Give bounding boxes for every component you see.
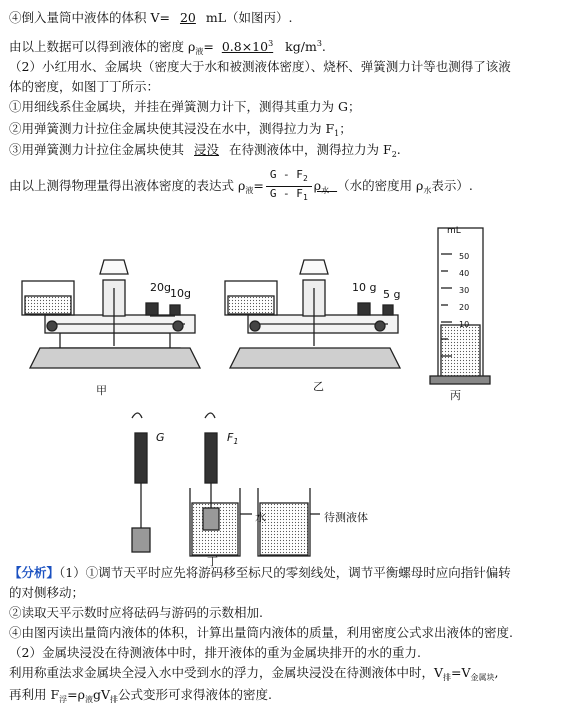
subscript: 液	[84, 695, 93, 704]
label-g: G	[156, 431, 165, 444]
line-step1: ①用细线系住金属块，并挂在弹簧测力计下，测得其重力为 G；	[9, 99, 361, 114]
tick-40: 40	[459, 269, 470, 278]
line-part2-cont: 体的密度，如图丁丁所示：	[9, 79, 160, 94]
label-water: 水	[255, 511, 266, 524]
text: ②用弹簧测力计拉住金属块使其浸没在水中，测得拉力为 F	[9, 121, 335, 136]
text: =ρ	[67, 687, 85, 702]
analysis-line-2: 的对侧移动；	[9, 585, 85, 600]
subscript: 1	[233, 437, 239, 446]
analysis-line-5: （2）金属块浸没在待测液体中时，排开液体的重为金属块排开的水的重力.	[9, 645, 421, 660]
figure-label-ding: 丁	[207, 555, 218, 568]
text: =V	[451, 665, 471, 680]
analysis-line-4: ④由图丙读出量筒内液体的体积，计算出量筒内液体的质量，利用密度公式求出液体的密度.	[9, 625, 513, 640]
text: （水的密度用 ρ	[337, 178, 424, 193]
fraction-numerator	[266, 168, 312, 187]
subscript: 液	[245, 186, 254, 195]
cylinder-tick-labels	[459, 248, 469, 333]
tick-20: 20	[459, 303, 470, 312]
text: ,	[494, 665, 499, 680]
subscript: 排	[110, 695, 119, 704]
subscript: 浮	[59, 695, 68, 704]
text: F	[227, 431, 234, 444]
balance-yi	[225, 260, 400, 368]
subscript: 排	[443, 673, 452, 682]
label-f1	[227, 431, 238, 446]
text: .	[321, 39, 326, 54]
figure-balances	[0, 218, 579, 558]
subscript: 2	[391, 150, 397, 159]
text: =	[253, 178, 264, 193]
line-step2	[9, 121, 352, 142]
answer-immerse: 浸没	[194, 142, 220, 157]
weight-label-10g-yi: 10 g	[352, 281, 377, 294]
text: 由以上测得物理量得出液体密度的表达式 ρ	[9, 178, 246, 193]
text: 公式变形可求得液体的密度.	[118, 687, 272, 702]
text: ③用弹簧测力计拉住金属块使其	[9, 142, 185, 157]
text: （1）①调节天平时应先将游码移至标尺的零刻线处，调节平衡螺母时应向指针偏转	[59, 565, 511, 580]
answer-density	[214, 39, 281, 54]
subscript: 液	[195, 47, 204, 56]
superscript: 3	[316, 39, 322, 48]
line-volume	[9, 10, 293, 26]
answer-expression	[264, 168, 337, 205]
superscript: 3	[268, 39, 274, 48]
subscript: 水	[321, 186, 330, 195]
text: 由以上数据可以得到液体的密度 ρ	[9, 39, 196, 54]
line-expression	[9, 168, 473, 209]
line-density	[9, 36, 326, 60]
subscript: 1	[334, 129, 340, 138]
weight-label-20g: 20g	[150, 281, 171, 294]
figure-label-bing: 丙	[450, 389, 461, 402]
text: ；	[339, 121, 352, 136]
text: gV	[92, 687, 111, 702]
text: 再利用 F	[9, 687, 60, 702]
text: ρ	[313, 178, 322, 193]
tick-50: 50	[459, 252, 470, 261]
text: =	[203, 39, 214, 54]
text: G - F	[269, 187, 303, 200]
subscript: 1	[302, 193, 308, 202]
text: .	[396, 142, 401, 157]
figure-label-jia: 甲	[96, 384, 107, 397]
subscript: 2	[302, 174, 308, 183]
text: 利用称重法求金属块全浸入水中受到水的浮力，金属块浸没在待测液体中时，V	[9, 665, 444, 680]
answer-volume: 20	[179, 10, 196, 25]
text: G - F	[269, 168, 303, 181]
line-part2: （2）小红用水、金属块（密度大于水和被测液体密度）、烧杯、弹簧测力计等也测得了该液	[9, 59, 511, 74]
figure-label-yi: 乙	[313, 380, 324, 393]
label-test-liquid: 待测液体	[324, 511, 368, 524]
text: 表示）.	[431, 178, 473, 193]
tick-10: 10	[459, 320, 470, 329]
text: 在待测液体中，测得拉力为 F	[229, 142, 392, 157]
analysis-line-1	[9, 565, 511, 581]
text: 0.8×10	[221, 39, 269, 54]
weight-label-5g: 5 g	[383, 288, 401, 301]
balance-jia	[22, 260, 200, 368]
analysis-line-6	[9, 665, 499, 686]
fraction-denominator	[266, 187, 312, 205]
fraction	[266, 168, 312, 205]
analysis-line-7	[9, 687, 272, 708]
subscript: 水	[423, 186, 432, 195]
analysis-tag: 【分析】	[9, 565, 60, 580]
analysis-line-3: ②读取天平示数时应将砝码与游码的示数相加.	[9, 605, 263, 620]
weight-label-10g-jia: 10g	[170, 287, 191, 300]
tick-30: 30	[459, 286, 470, 295]
text: ④倒入量筒中液体的体积 V=	[9, 10, 170, 25]
line-step3	[9, 142, 401, 163]
subscript: 金属块	[470, 673, 495, 682]
text: kg/m	[285, 39, 317, 54]
text: mL（如图丙）.	[205, 10, 293, 25]
cylinder-unit: mL	[447, 226, 461, 236]
